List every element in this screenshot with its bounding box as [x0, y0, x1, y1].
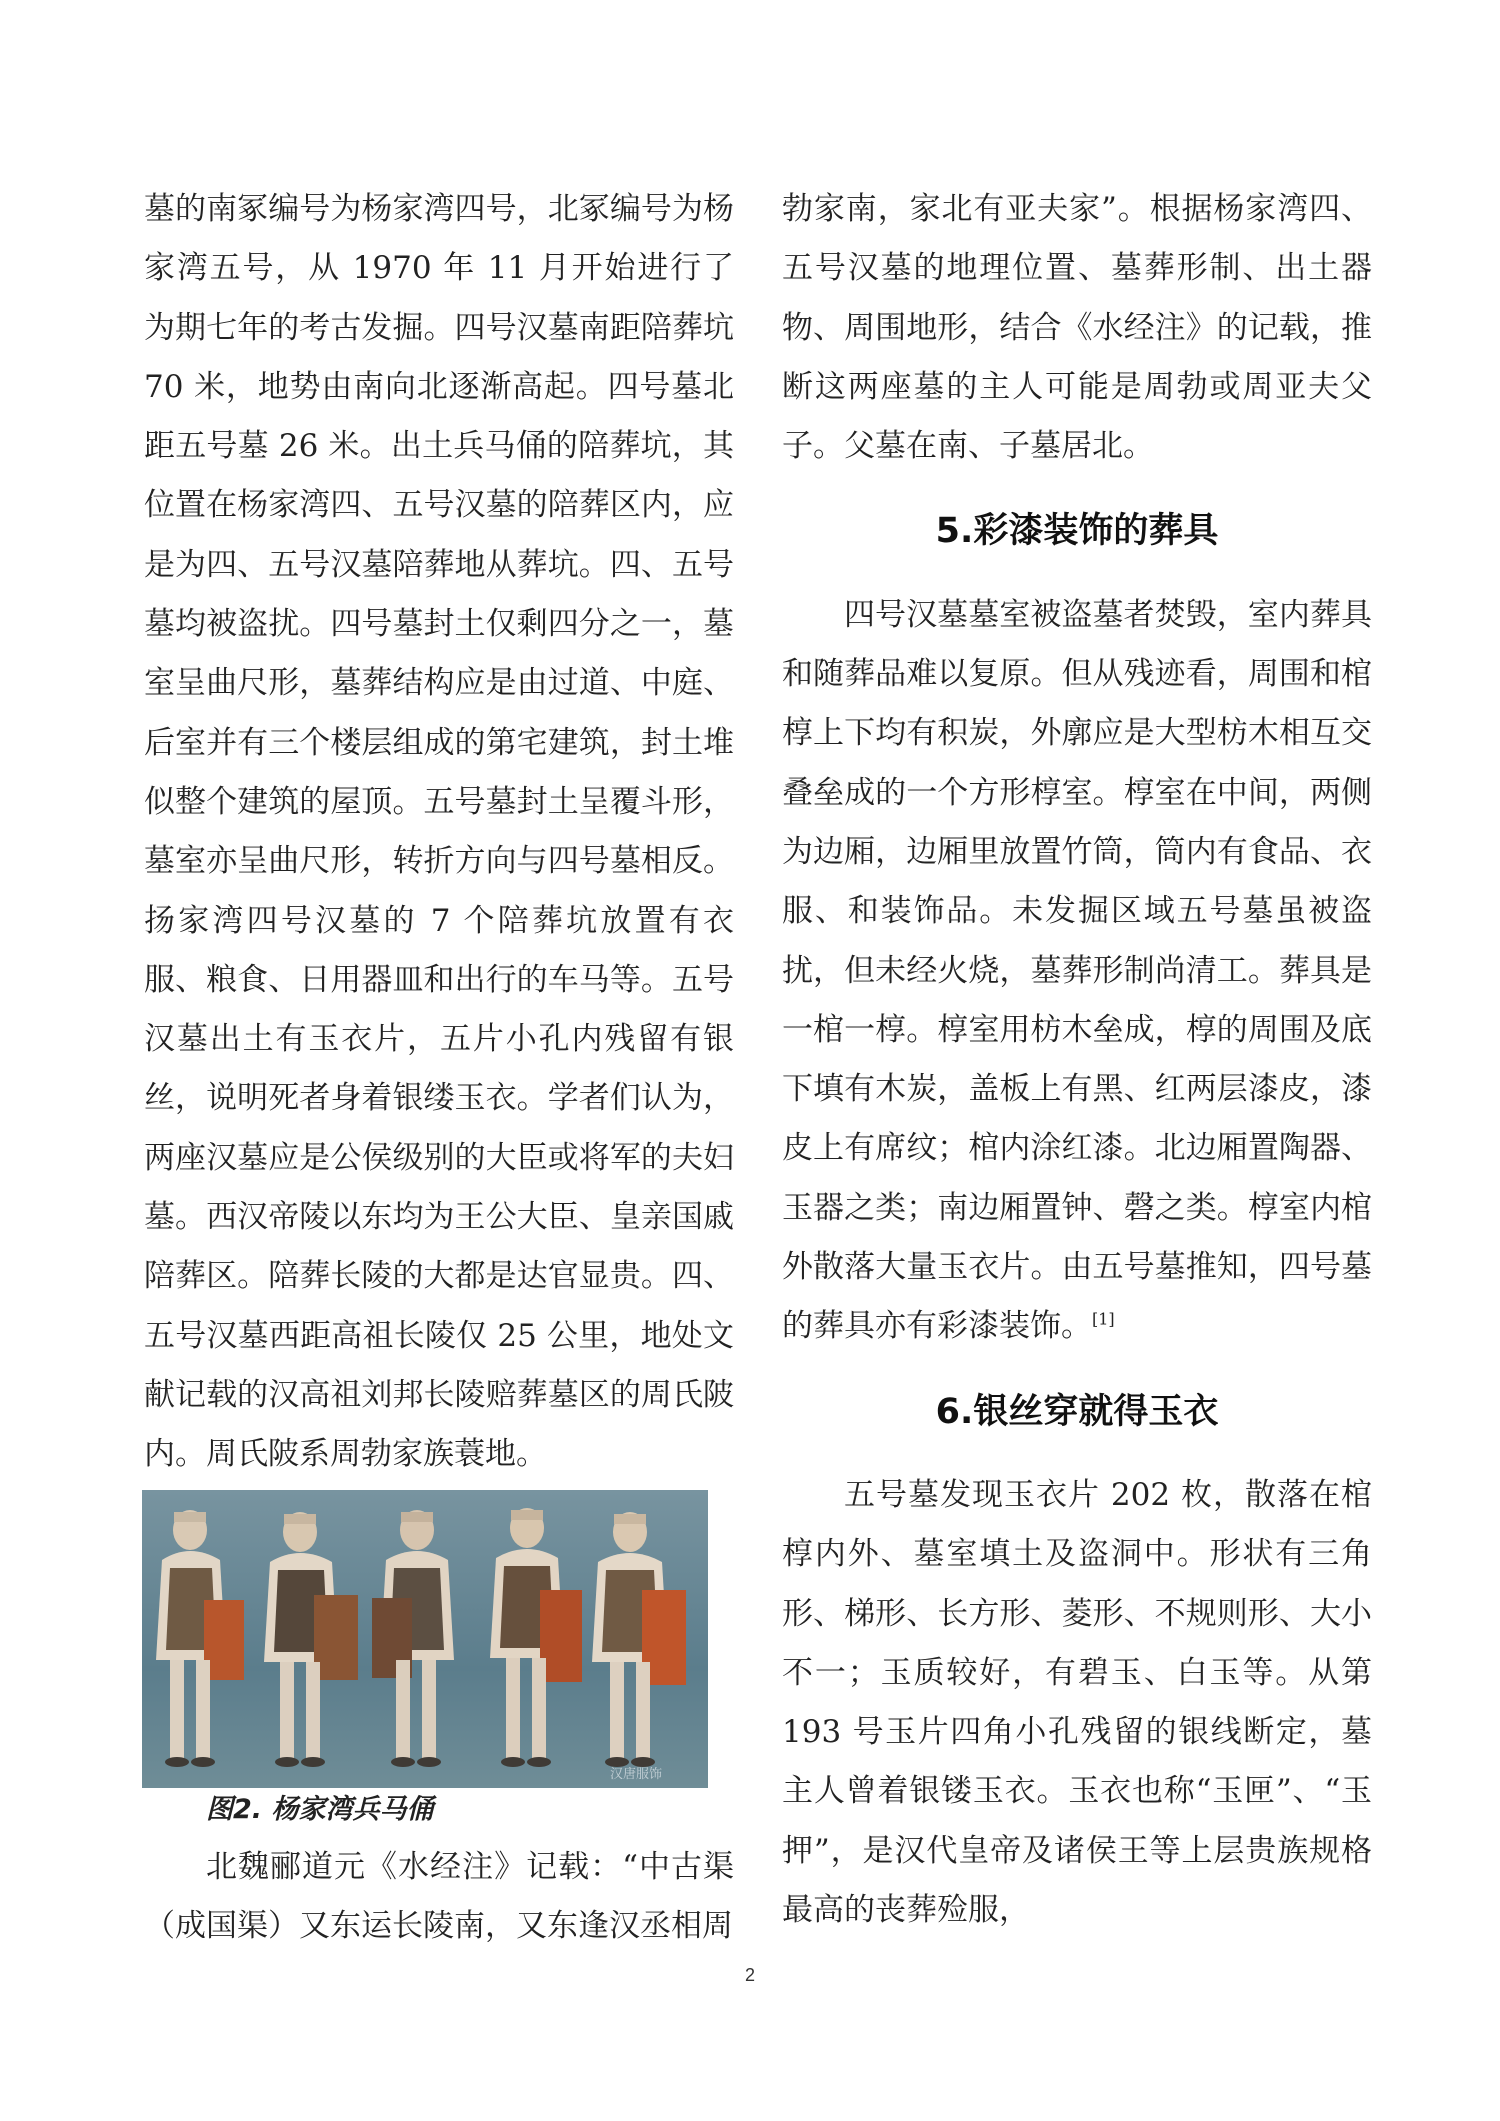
figure-caption: 图2. 杨家湾兵马俑 [206, 1794, 434, 1825]
left-column-continued [144, 1838, 734, 1957]
page-number: 2 [744, 1965, 755, 1985]
figure-terracotta-warriors [142, 1490, 708, 1788]
section-heading-5: 5.彩漆装饰的葬具 [935, 511, 1219, 552]
right-column [782, 180, 1372, 1940]
left-paragraph-1: 墓的南冢编号为杨家湾四号，北冢编号为杨家湾五号，从 1970 年 11 月开始进行了为期七年的考古发掘。四号汉墓南距陪葬坑 70 米，地势由南向北逐渐高起。四号墓北距五号墓 26 米。出土兵马俑的陪葬坑，其位置在杨家湾四、五号汉墓的陪葬区内，应是为四、五号汉墓陪葬地从葬坑。四、五号墓均被盗扰。四号墓封土仅剩四分之一，墓室呈曲尺形，墓葬结构应是由过道、中庭、后室并有三个楼层组成的第宅建筑，封土堆似整个建筑的屋顶。五号墓封土呈覆斗形，墓室亦呈曲尺形，转折方向与四号墓相反。扬家湾四号汉墓的 7 个陪葬坑放置有衣服、粮食、日用器皿和出行的车马等。五号汉墓出土有玉衣片，五片小孔内残留有银丝，说明死者身着银缕玉衣。学者们认为，两座汉墓应是公侯级别的大臣或将军的夫妇墓。西汉帝陵以东均为王公大臣、皇亲国戚陪葬区。陪葬长陵的大都是达官显贵。四、五号汉墓西距高祖长陵仅 25 公里，地处文献记载的汉高祖刘邦长陵赔葬墓区的周氏陂内。周氏陂系周勃家族蓑地。 [144, 191, 734, 1473]
figure-watermark: 汉唐服饰 [610, 1767, 663, 1782]
left-column [144, 180, 734, 1485]
right-paragraph-2-text: 四号汉墓墓室被盗墓者焚毁，室内葬具和随葬品难以复原。但从残迹看，周围和棺椁上下均有积炭，外廓应是大型枋木相互交叠垒成的一个方形椁室。椁室在中间，两侧为边厢，边厢里放置竹筒，筒内有食品、衣服、和装饰品。未发掘区域五号墓虽被盗扰，但未经火烧，墓葬形制尚清工。葬具是一棺一椁。椁室用枋木垒成，椁的周围及底下填有木炭，盖板上有黑、红两层漆皮，漆皮上有席纹；棺内涂红漆。北边厢置陶器、玉器之类；南边厢置钟、磬之类。椁室内棺外散落大量玉衣片。由五号墓推知，四号墓的葬具亦有彩漆装饰。 [782, 596, 1372, 1345]
section-heading-6: 6.银丝穿就得玉衣 [935, 1391, 1219, 1432]
reference-marker: [1] [1092, 1310, 1115, 1330]
right-paragraph-1: 勃家南，家北有亚夫家”。根据杨家湾四、五号汉墓的地理位置、墓葬形制、出土器物、周围地形，结合《水经注》的记载，推断这两座墓的主人可能是周勃或周亚夫父子。父墓在南、子墓居北。 [782, 191, 1372, 465]
terracotta-figures-image [142, 1490, 708, 1788]
right-paragraph-2 [782, 586, 1372, 1357]
left-paragraph-2: 北魏郦道元《水经注》记载：“中古渠（成国渠）又东运长陵南，又东逢汉丞相周 [144, 1849, 734, 1945]
right-paragraph-3: 五号墓发现玉衣片 202 枚，散落在棺椁内外、墓室填土及盗洞中。形状有三角形、梯形、长方形、菱形、不规则形、大小不一；玉质较好，有碧玉、白玉等。从第 193 号玉片四角小孔残留的银线断定，墓主人曾着银镂玉衣。玉衣也称“玉匣”、“玉押”，是汉代皇帝及诸侯王等上层贵族规格最高的丧葬殓服， [782, 1476, 1372, 1929]
